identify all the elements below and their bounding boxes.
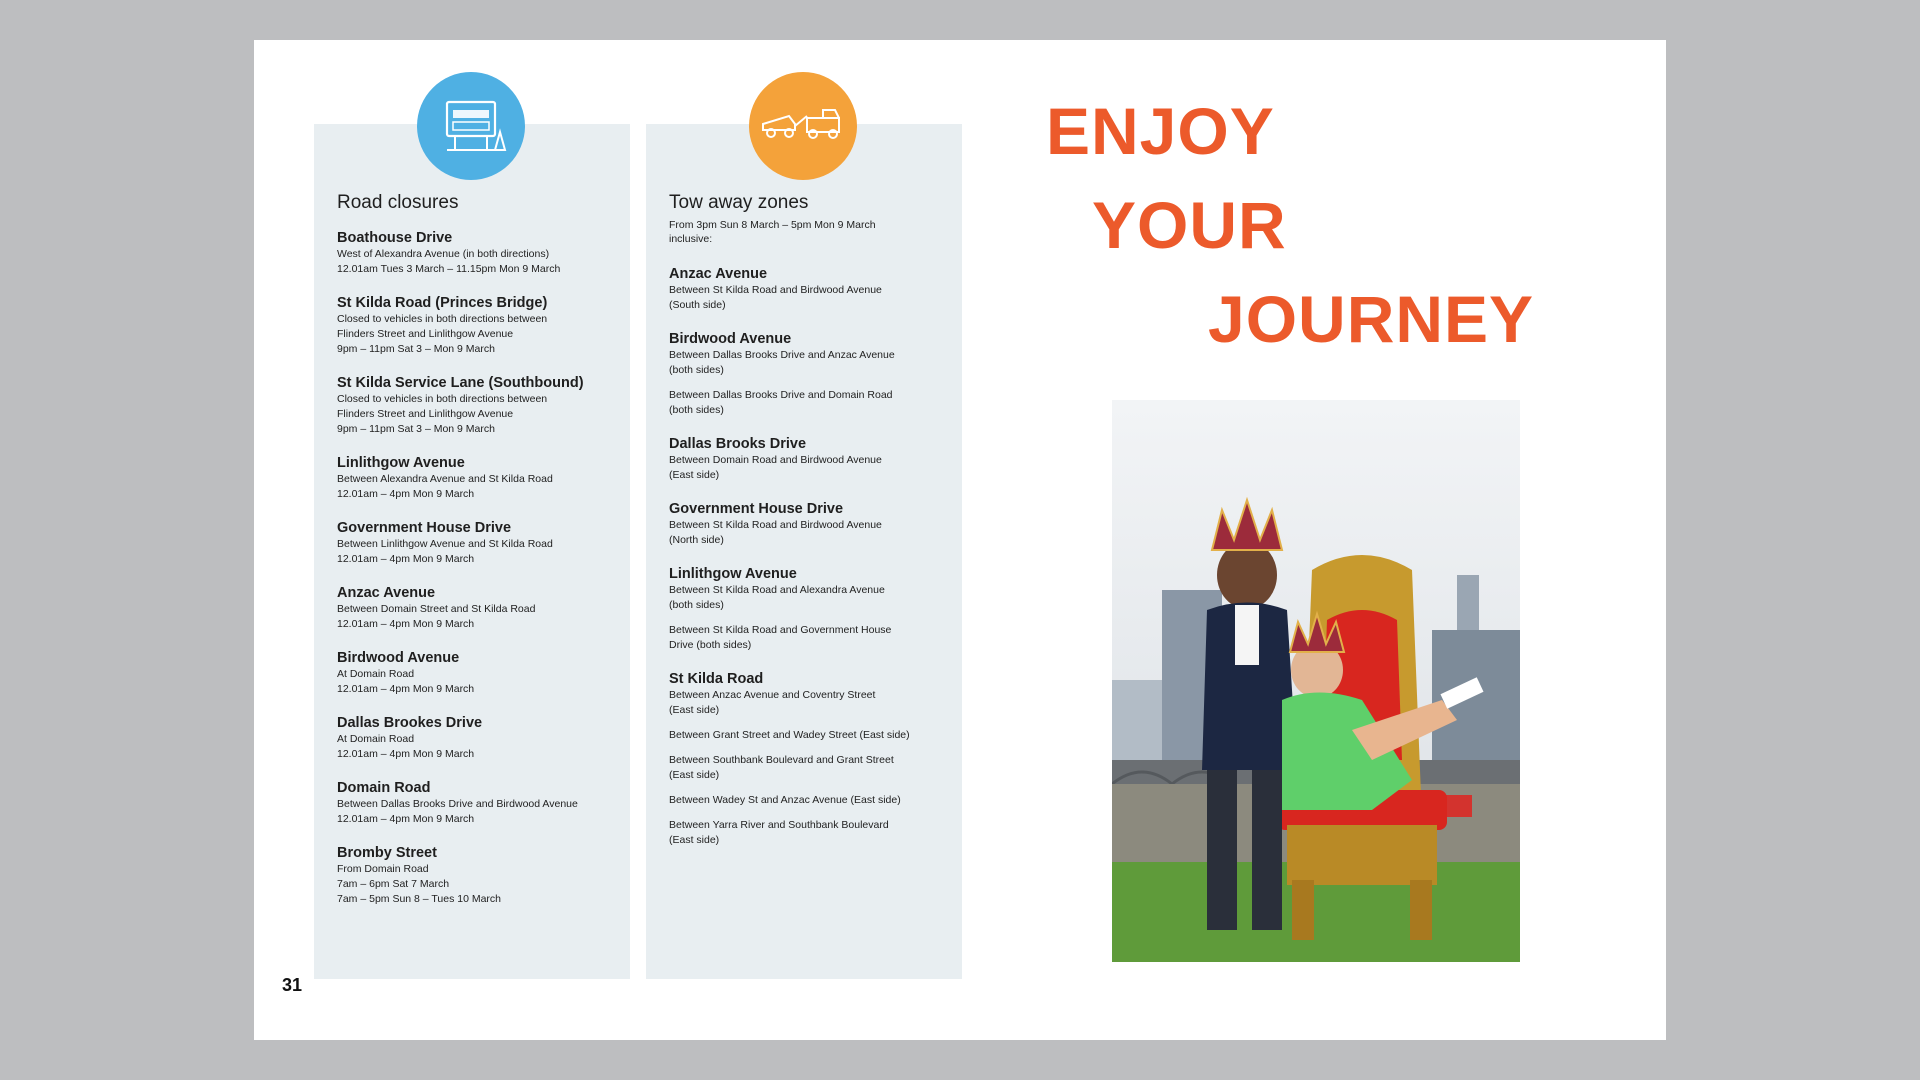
intro-line: inclusive: bbox=[669, 233, 713, 245]
list-item bbox=[337, 230, 616, 277]
detail-line: Between Linlithgow Avenue and St Kilda Road bbox=[337, 538, 553, 550]
detail-line: 12.01am – 4pm Mon 9 March bbox=[337, 813, 475, 825]
detail-line: 12.01am – 4pm Mon 9 March bbox=[337, 748, 475, 760]
detail-line: Between Dallas Brooks Drive and Domain Road bbox=[669, 389, 893, 401]
street-name: Boathouse Drive bbox=[337, 230, 453, 246]
detail-line: (both sides) bbox=[669, 364, 724, 376]
detail-line: Between Domain Street and St Kilda Road bbox=[337, 603, 536, 615]
detail-line: Between Anzac Avenue and Coventry Street bbox=[669, 689, 876, 701]
tow-truck-icon bbox=[749, 72, 857, 180]
detail-line: Drive (both sides) bbox=[669, 639, 752, 651]
detail-line: 12.01am Tues 3 March – 11.15pm Mon 9 March bbox=[337, 263, 561, 275]
detail-line: (South side) bbox=[669, 299, 726, 311]
street-name: Government House Drive bbox=[337, 520, 512, 536]
detail-line: Flinders Street and Linlithgow Avenue bbox=[337, 328, 514, 340]
page-number: 31 bbox=[282, 975, 303, 995]
headline-line-1: ENJOY bbox=[1046, 94, 1275, 168]
detail-line: Between Grant Street and Wadey Street (East side) bbox=[669, 729, 910, 741]
street-name: St Kilda Service Lane (Southbound) bbox=[337, 375, 584, 391]
street-name: Bromby Street bbox=[337, 845, 437, 861]
detail-line: (both sides) bbox=[669, 599, 724, 611]
street-name: Anzac Avenue bbox=[669, 266, 768, 282]
list-item bbox=[337, 715, 616, 762]
detail-line: Between Southbank Boulevard and Grant Street bbox=[669, 754, 894, 766]
detail-line: 9pm – 11pm Sat 3 – Mon 9 March bbox=[337, 343, 495, 355]
list-item bbox=[669, 566, 948, 653]
detail-line: (North side) bbox=[669, 534, 724, 546]
detail-line: 12.01am – 4pm Mon 9 March bbox=[337, 488, 475, 500]
detail-line: Between St Kilda Road and Birdwood Avenue bbox=[669, 519, 882, 531]
detail-line: Closed to vehicles in both directions between bbox=[337, 313, 548, 325]
road-closed-sign-icon bbox=[417, 72, 525, 180]
sub-detail bbox=[669, 818, 948, 848]
detail-line: Between Dallas Brooks Drive and Birdwood Avenue bbox=[337, 798, 578, 810]
list-item bbox=[337, 845, 616, 907]
street-name: Domain Road bbox=[337, 780, 431, 796]
street-name: Birdwood Avenue bbox=[337, 650, 460, 666]
road-closures-panel bbox=[314, 124, 630, 979]
street-name: St Kilda Road bbox=[669, 671, 764, 687]
list-item bbox=[669, 501, 948, 548]
list-item bbox=[669, 266, 948, 313]
detail-line: Between St Kilda Road and Alexandra Avenue bbox=[669, 584, 885, 596]
street-name: Government House Drive bbox=[669, 501, 844, 517]
detail-line: (East side) bbox=[669, 469, 720, 481]
list-item bbox=[669, 436, 948, 483]
detail-line: Between Alexandra Avenue and St Kilda Road bbox=[337, 473, 553, 485]
headline-line-3: JOURNEY bbox=[1208, 282, 1535, 356]
detail-line: West of Alexandra Avenue (in both directions) bbox=[337, 248, 550, 260]
detail-line: Closed to vehicles in both directions between bbox=[337, 393, 548, 405]
sub-detail bbox=[669, 728, 948, 743]
tow-away-panel bbox=[646, 124, 962, 979]
sub-detail bbox=[669, 388, 948, 418]
detail-line: From Domain Road bbox=[337, 863, 429, 875]
sub-detail bbox=[669, 753, 948, 783]
street-name: Dallas Brooks Drive bbox=[669, 436, 807, 452]
detail-line: Between St Kilda Road and Birdwood Avenue bbox=[669, 284, 882, 296]
detail-line: Between Dallas Brooks Drive and Anzac Avenue bbox=[669, 349, 895, 361]
detail-line: At Domain Road bbox=[337, 733, 415, 745]
street-name: St Kilda Road (Princes Bridge) bbox=[337, 295, 548, 311]
headline-line-2: YOUR bbox=[1092, 188, 1287, 262]
throne-photo bbox=[1112, 400, 1520, 962]
list-item bbox=[337, 585, 616, 632]
detail-line: Between Yarra River and Southbank Boulevard bbox=[669, 819, 889, 831]
street-name: Dallas Brookes Drive bbox=[337, 715, 483, 731]
detail-line: 7am – 5pm Sun 8 – Tues 10 March bbox=[337, 893, 502, 905]
detail-line: Flinders Street and Linlithgow Avenue bbox=[337, 408, 514, 420]
detail-line: (East side) bbox=[669, 834, 720, 846]
list-item bbox=[337, 455, 616, 502]
detail-line: At Domain Road bbox=[337, 668, 415, 680]
detail-line: (East side) bbox=[669, 704, 720, 716]
detail-line: (both sides) bbox=[669, 404, 724, 416]
detail-line: 12.01am – 4pm Mon 9 March bbox=[337, 683, 475, 695]
detail-line: Between St Kilda Road and Government House bbox=[669, 624, 892, 636]
sub-detail bbox=[669, 793, 948, 808]
list-item bbox=[669, 671, 948, 848]
detail-line: 7am – 6pm Sat 7 March bbox=[337, 878, 450, 890]
detail-line: Between Wadey St and Anzac Avenue (East side) bbox=[669, 794, 901, 806]
road-closures-heading: Road closures bbox=[337, 192, 459, 213]
list-item bbox=[337, 375, 616, 437]
list-item bbox=[669, 331, 948, 418]
tow-away-heading: Tow away zones bbox=[669, 192, 809, 213]
list-item bbox=[337, 650, 616, 697]
street-name: Anzac Avenue bbox=[337, 585, 436, 601]
detail-line: 12.01am – 4pm Mon 9 March bbox=[337, 618, 475, 630]
street-name: Birdwood Avenue bbox=[669, 331, 792, 347]
brochure-page bbox=[254, 40, 1666, 1040]
list-item bbox=[337, 780, 616, 827]
tow-away-list bbox=[669, 192, 948, 866]
detail-line: 12.01am – 4pm Mon 9 March bbox=[337, 553, 475, 565]
street-name: Linlithgow Avenue bbox=[669, 566, 797, 582]
list-item bbox=[337, 520, 616, 567]
intro-line: From 3pm Sun 8 March – 5pm Mon 9 March bbox=[669, 219, 876, 231]
list-item bbox=[337, 295, 616, 357]
street-name: Linlithgow Avenue bbox=[337, 455, 465, 471]
tow-away-intro bbox=[669, 218, 948, 246]
road-closures-list bbox=[337, 192, 616, 925]
detail-line: Between Domain Road and Birdwood Avenue bbox=[669, 454, 882, 466]
detail-line: 9pm – 11pm Sat 3 – Mon 9 March bbox=[337, 423, 495, 435]
detail-line: (East side) bbox=[669, 769, 720, 781]
sub-detail bbox=[669, 623, 948, 653]
